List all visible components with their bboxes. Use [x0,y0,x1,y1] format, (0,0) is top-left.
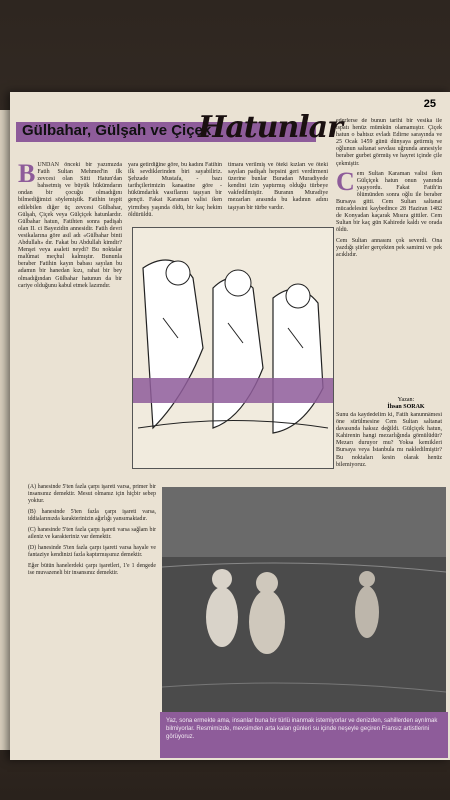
column-2-text: yara getirdiğine göre, bu kadını Fatihin ilk sevdiklerinden biri sayabiliriz. Şehzade Mustafa, - bazı tarihçilerimizin kanaatine göre - hükümdarlık vasıflarını taşıyan bir gençti. Fakat Karaman valisi iken yirmibeş yaşında öldü, bir kaç hekim öldürüldü. [128,162,222,218]
column-5 [336,412,442,482]
quiz-item-d: (D) hanesinde 5'ten fazla çarpı işareti varsa hayale ve fantaziye kendinizi fazla kaptırmışsınız demektir. [28,545,156,558]
author-name: İhsan SORAK [387,404,425,410]
quiz-item-a: (A) hanesinde 5'ten fazla çarpı işareti varsa, primer bir insansınız demektir. Mesut olmanız için hiçbir sebep yoktur. [28,484,156,504]
dropcap-c: C [336,166,355,196]
column-4-text2: em Sultan Karaman valisi iken Gülçiçek hatun onun yanında yaşıyordu. Fakat Fatih'in ölümünden sonra oğlu ile beraber Bursaya gitti. Cem Sultan saltanat mücadelesini kaybedince 28 Haziran 1482 de Konyadan kaçarak Mısıra gittiler. Cem Sultan bir kaç gün Kahirede kaldı ve orada öldü. [336,170,442,234]
quiz-footer: Eğer bütün hanelerdeki çarpı işaretleri, 1'e 1 dengede ise muvazeneli bir insansınız demektir. [28,563,156,576]
author-label: Yazan: [397,397,415,403]
photo-caption: Yaz, sona ermekte ama, insanlar buna bir türlü inanmak istemiyorlar ve denizden, sahillerden ayrılmak bilmiyorlar. Resmimizde, mevsimden arta kalan günleri su içinde neşeyle geçiren Fransız artistlerini görüyoruz. [160,712,448,758]
headline-banner [16,110,342,150]
author-signature [366,397,446,411]
column-1-text: UNDAN önceki bir yazımızda Fatih Sultan Mehmed'in ilk zevcesi olan Sitti Hatun'dan bahsetmiş ve büyük hükümdarın ondan bir çocuğu olmadığını bilmediğimizi söylemiştik. Fatihin teşpit edilebilen diğer üç zevcesi Gülbahar, Gülşah, Çiçek veya Gülçiçek hatunlardır. Gülbahar hatun, Fatihten sonra padişah olan II. ci Bayezidin annesidir. Fatih devri vesikalarına göre asil adı «Gülbahar binti Abdullah» dır. Fakat bu Abdullah kimdir? Menşei veya asaleti neydi? Bu noktalar malûmat meçhul kalmıştır. Bununla beraber Fatihin kayın babası sayılan bu adamın bir hanedan kızı, rahat bir bey olmadığından Gülbahar hatunun da bir cariye olduğunu kabul etmek lazımdır. [18,162,122,289]
column-2 [128,162,222,222]
headline-script: Hatunlar [198,110,342,145]
column-3 [228,162,328,222]
page-number: 25 [423,98,436,110]
quiz-results [28,484,156,581]
magazine-page [10,92,450,760]
dropcap-b: B [18,162,36,188]
column-1 [18,162,122,472]
column-4-text3: Cem Sultan annasını çok severdi. Ona yazdığı şiirler gerçekten pek samimi ve pek acıklıdır. [336,237,442,258]
column-4 [336,118,442,388]
harem-illustration [132,227,334,469]
headline-text: Gülbahar, Gülşah ve Çiçek [22,122,212,139]
column-5-text: Sunu da kaydedelim ki, Fatih kanunnâmesi öne sürülmesine Cem Sultan saltanat davasında haksız değildi. Gülçiçek hatun, Kahirenin hangi mezarlığında gömülüdür? Mezarı duruyor mu? Yoksa kemikleri Bursaya veya İstanbula mı nakledilmiştir? Bu noktaları kesin olarak henüz bilemiyoruz. [336,412,442,468]
column-3-text: timara verilmiş ve öteki kızları ve öteki sayılan padişah hepsini geri verdirmeni üzerine bunlar Buradan Muradiyede kendini izin yaptırmış olduğu türbeye vakfedilmiştir. Buranın Muradiye mezarları arasında bu kadının adını taşıyan bir türbe vardır. [228,162,328,211]
quiz-item-c: (C) hanesinde 5'ten fazla çarpı işareti varsa sağlam bir aileniz ve karakteriniz var demektir. [28,527,156,540]
quiz-item-b: (B) hanesinde 5'ten fazla çarpı işareti varsa, iddialarınızda karakterinizin ağırlığı yansımaktadır. [28,509,156,522]
column-4-text: ederlerse de bunun tarihi bir vesika ile ispatı henüz mümkün olamamıştır. Çiçek hatun o bahtsız evladı Edirne sarayında ve 25 Ocak 1459 günü dünyaya getirmiş ve oğlunun saltanat sevdası uğrunda annesiyle beraber gurbet görmüş ve hayret içinde çile çekmiştir. [336,118,442,167]
illustration-drawing [133,228,333,468]
column-2-bottom [128,472,224,484]
